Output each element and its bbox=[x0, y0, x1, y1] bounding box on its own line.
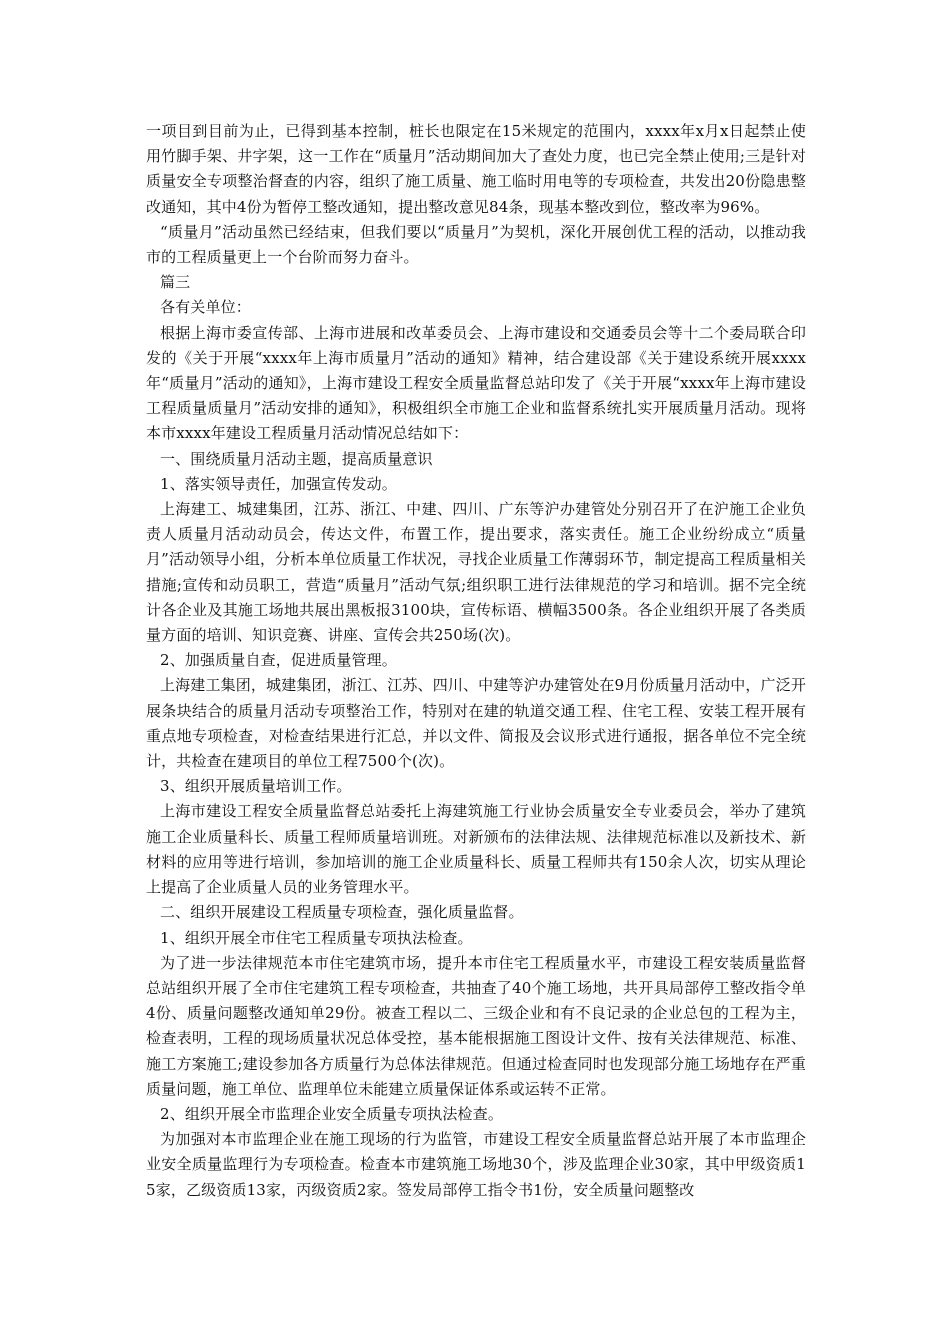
paragraph-residential-inspection: 为了进一步法律规范本市住宅建筑市场，提升本市住宅工程质量水平，市建设工程安装质量监督总站组织开展了全市住宅建筑工程专项检查，共抽查了40个施工场地，共开具局部停工整改指令单4份、质量问题整改通知单29份。被查工程以二、三级企业和有不良记录的企业总包的工程为主，检查表明，工程的现场质量状况总体受控，基本能根据施工图设计文件、按有关法律规范、标准、施工方案施工;建设参加各方质量行为总体法律规范。但通过检查同时也发现部分施工场地存在严重质量问题，施工单位、监理单位未能建立质量保证体系或运转不正常。 bbox=[146, 953, 806, 1098]
subheading-2-2: 2、组织开展全市监理企业安全质量专项执法检查。 bbox=[160, 1104, 503, 1123]
document-body bbox=[146, 119, 806, 1203]
paragraph-closing-remarks: “质量月”活动虽然已经结束，但我们要以“质量月”为契机，深化开展创优工程的活动，以推动我市的工程质量更上一个台阶而努力奋斗。 bbox=[146, 222, 806, 267]
paragraph-introduction: 根据上海市委宣传部、上海市进展和改革委员会、上海市建设和交通委员会等十二个委局联合印发的《关于开展“xxxx年上海市质量月”活动的通知》精神，结合建设部《关于建设系统开展xxxx年“质量月”活动的通知》，上海市建设工程安全质量监督总站印发了《关于开展“xxxx年上海市建设工程质量质量月”活动安排的通知》，积极组织全市施工企业和监督系统扎实开展质量月活动。现将本市xxxx年建设工程质量月活动情况总结如下： bbox=[146, 323, 806, 443]
paragraph-leadership-publicity: 上海建工、城建集团，江苏、浙江、中建、四川、广东等沪办建管处分别召开了在沪施工企业负责人质量月活动动员会，传达文件，布置工作，提出要求，落实责任。施工企业纷纷成立“质量月”活动领导小组，分析本单位质量工作状况，寻找企业质量工作薄弱环节，制定提高工程质量相关措施;宣传和动员职工，营造“质量月”活动气氛;组织职工进行法律规范的学习和培训。据不完全统计各企业及其施工场地共展出黑板报3100块，宣传标语、横幅3500条。各企业组织开展了各类质量方面的培训、知识竞赛、讲座、宣传会共250场(次)。 bbox=[146, 500, 806, 645]
paragraph-continued-inspection: 一项目到目前为止，已得到基本控制，桩长也限定在15米规定的范围内，xxxx年x月x日起禁止使用竹脚手架、井字架，这一工作在“质量月”活动期间加大了查处力度，也已完全禁止使用;三是针对质量安全专项整治督查的内容，组织了施工质量、施工临时用电等的专项检查，共发出20份隐患整改通知，其中4份为暂停工整改通知，提出整改意见84条，现基本整改到位，整改率为96%。 bbox=[146, 122, 806, 216]
paragraph-self-inspection: 上海建工集团，城建集团，浙江、江苏、四川、中建等沪办建管处在9月份质量月活动中，广泛开展条块结合的质量月活动专项整治工作，特别对在建的轨道交通工程、住宅工程、安装工程开展有重点地专项检查，对检查结果进行汇总，并以文件、简报及会议形式进行通报，据各单位不完全统计，共检查在建项目的单位工程7500个(次)。 bbox=[146, 676, 806, 771]
subheading-1-2: 2、加强质量自查，促进质量管理。 bbox=[160, 651, 397, 670]
heading-section-two: 二、组织开展建设工程质量专项检查，强化质量监督。 bbox=[160, 903, 524, 922]
paragraph-training: 上海市建设工程安全质量监督总站委托上海建筑施工行业协会质量安全专业委员会，举办了建筑施工企业质量科长、质量工程师质量培训班。对新颁布的法律法规、法律规范标准以及新技术、新材料的应用等进行培训，参加培训的施工企业质量科长、质量工程师共有150余人次，切实从理论上提高了企业质量人员的业务管理水平。 bbox=[146, 802, 806, 897]
subheading-1-1: 1、落实领导责任，加强宣传发动。 bbox=[160, 474, 397, 493]
section-title-part-three: 篇三 bbox=[160, 273, 191, 292]
salutation: 各有关单位： bbox=[160, 298, 251, 317]
subheading-1-3: 3、组织开展质量培训工作。 bbox=[160, 777, 352, 796]
paragraph-supervision-inspection: 为加强对本市监理企业在施工现场的行为监管，市建设工程安全质量监督总站开展了本市监理企业安全质量监理行为专项检查。检查本市建筑施工场地30个，涉及监理企业30家，其中甲级资质15家，乙级资质13家，丙级资质2家。签发局部停工指令书1份，安全质量问题整改 bbox=[146, 1130, 806, 1199]
subheading-2-1: 1、组织开展全市住宅工程质量专项执法检查。 bbox=[160, 928, 473, 947]
heading-section-one: 一、围绕质量月活动主题，提高质量意识 bbox=[160, 449, 433, 468]
